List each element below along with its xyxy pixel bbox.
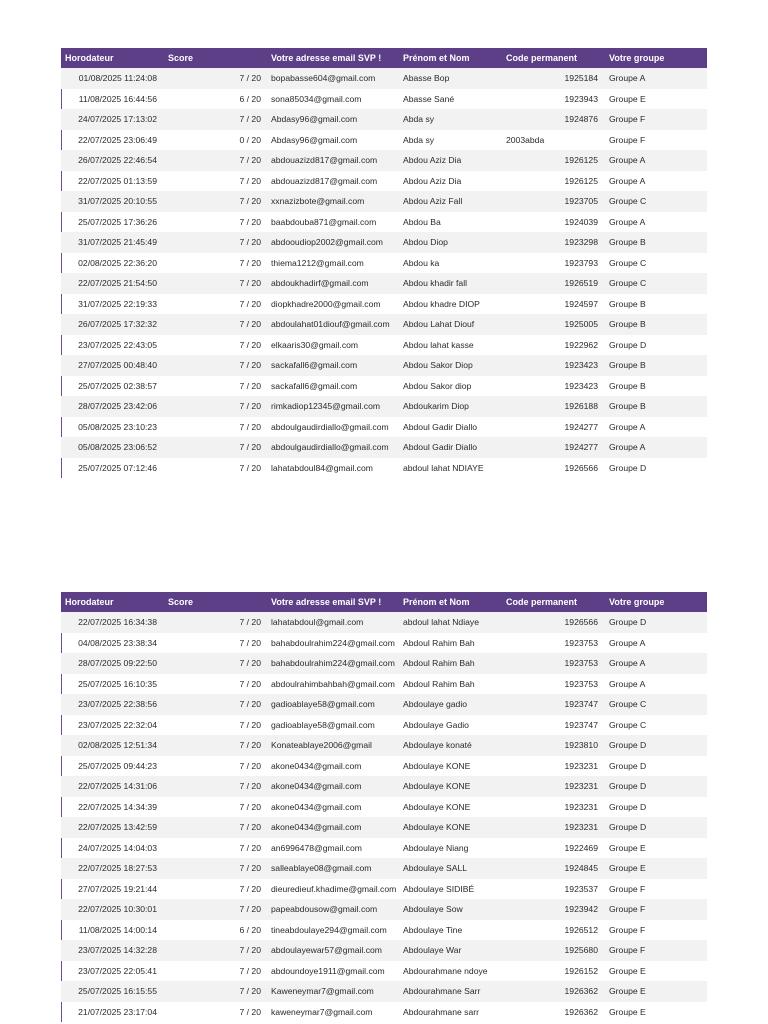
- cell-name: Abdou Aziz Dia: [403, 155, 462, 165]
- cell-score: 7 / 20: [239, 319, 261, 329]
- cell-group: Groupe A: [609, 155, 646, 165]
- cell-email: akone0434@gmail.com: [271, 801, 362, 812]
- cell-score: 7 / 20: [239, 196, 261, 206]
- table-row: [61, 612, 707, 633]
- cell-code: 1926152: [564, 965, 598, 976]
- cell-timestamp: 22/07/2025 21:54:50: [78, 278, 157, 288]
- cell-name: Abda sy: [403, 114, 435, 124]
- cell-score: 7 / 20: [239, 73, 261, 83]
- cell-email: diopkhadre2000@gmail.com: [271, 298, 381, 309]
- table-row: [61, 981, 707, 1002]
- cell-score: 7 / 20: [239, 278, 261, 288]
- header-email: Votre adresse email SVP !: [271, 53, 382, 63]
- cell-timestamp: 22/07/2025 18:27:53: [78, 863, 157, 873]
- cell-timestamp: 25/07/2025 02:38:57: [78, 380, 157, 391]
- table-row: [61, 355, 707, 376]
- cell-group: Groupe A: [609, 175, 646, 186]
- cell-email: papeabdousow@gmail.com: [271, 904, 378, 914]
- table-row: [61, 171, 707, 192]
- cell-group: Groupe B: [609, 401, 646, 411]
- cell-group: Groupe F: [609, 924, 646, 935]
- cell-timestamp: 22/07/2025 14:34:39: [78, 801, 157, 812]
- cell-email: salleablaye08@gmail.com: [271, 863, 372, 873]
- cell-code: 1926188: [564, 401, 598, 411]
- cell-timestamp: 04/08/2025 23:38:34: [78, 637, 157, 648]
- cell-group: Groupe B: [609, 298, 646, 309]
- header-name: Prénom et Nom: [403, 53, 470, 63]
- cell-timestamp: 31/07/2025 22:19:33: [78, 298, 157, 309]
- cell-code: 1922962: [564, 339, 598, 350]
- cell-name: Abdou Sakor diop: [403, 380, 472, 391]
- cell-group: Groupe E: [609, 986, 646, 996]
- table-row: [61, 294, 707, 315]
- cell-email: dieurediеuf.khadime@gmail.com: [271, 883, 397, 894]
- cell-group: Groupe A: [609, 637, 646, 648]
- table-body: [61, 612, 707, 1022]
- cell-group: Groupe A: [609, 658, 646, 668]
- header-email: Votre adresse email SVP !: [271, 597, 382, 607]
- cell-group: Groupe F: [609, 883, 646, 894]
- cell-group: Groupe A: [609, 73, 646, 83]
- cell-name: Abdoulaye Sow: [403, 904, 463, 914]
- cell-score: 7 / 20: [239, 237, 261, 247]
- table-row: [61, 961, 707, 982]
- cell-email: sona85034@gmail.com: [271, 93, 362, 104]
- cell-email: elkaaris30@gmail.com: [271, 339, 359, 350]
- cell-code: 1924845: [564, 863, 598, 873]
- cell-score: 7 / 20: [239, 216, 261, 227]
- cell-email: gadioablaye58@gmail.com: [271, 719, 375, 730]
- cell-code: 1925005: [564, 319, 598, 329]
- cell-code: 1926566: [564, 462, 598, 473]
- cell-score: 7 / 20: [239, 1006, 261, 1017]
- cell-email: bahabdoulrahim224@gmail.com: [271, 637, 395, 648]
- cell-timestamp: 11/08/2025 14:00:14: [78, 924, 157, 935]
- cell-score: 7 / 20: [239, 380, 261, 391]
- cell-timestamp: 21/07/2025 23:17:04: [78, 1006, 157, 1017]
- cell-code: 1923231: [564, 781, 598, 791]
- cell-name: Abdou khadir fall: [403, 278, 468, 288]
- cell-timestamp: 05/08/2025 23:06:52: [78, 442, 157, 452]
- cell-timestamp: 22/07/2025 10:30:01: [78, 904, 157, 914]
- cell-email: thiema1212@gmail.com: [271, 257, 364, 268]
- cell-score: 7 / 20: [239, 945, 261, 955]
- cell-email: abdooudiop2002@gmail.com: [271, 237, 383, 247]
- cell-name: Abdourahmane sarr: [403, 1006, 479, 1017]
- cell-score: 7 / 20: [239, 740, 261, 750]
- cell-timestamp: 28/07/2025 09:22:50: [78, 658, 157, 668]
- cell-timestamp: 22/07/2025 13:42:59: [78, 822, 157, 832]
- cell-timestamp: 28/07/2025 23:42:06: [78, 401, 157, 411]
- cell-group: Groupe E: [609, 1006, 646, 1017]
- cell-email: gadioablaye58@gmail.com: [271, 699, 375, 709]
- cell-score: 7 / 20: [239, 360, 261, 370]
- cell-timestamp: 26/07/2025 22:46:54: [78, 155, 157, 165]
- cell-group: Groupe F: [609, 945, 646, 955]
- cell-code: 1923793: [564, 257, 598, 268]
- cell-name: Abda sy: [403, 134, 435, 145]
- cell-score: 7 / 20: [239, 883, 261, 894]
- cell-code: 1926566: [564, 617, 598, 627]
- cell-name: Abdoulaye gadio: [403, 699, 468, 709]
- cell-email: sackafall6@gmail.com: [271, 360, 358, 370]
- cell-code: 1923423: [564, 380, 598, 391]
- cell-name: Abdou khadre DIOP: [403, 298, 480, 309]
- cell-name: Abdoul Rahim Bah: [403, 637, 475, 648]
- cell-score: 7 / 20: [239, 760, 261, 771]
- header-group: Votre groupe: [609, 53, 665, 63]
- cell-score: 7 / 20: [239, 658, 261, 668]
- cell-name: Abdou Ba: [403, 216, 441, 227]
- table-row: [61, 437, 707, 458]
- table-row: [61, 1002, 707, 1023]
- cell-name: Abdoulaye KONE: [403, 760, 471, 771]
- header-score: Score: [168, 597, 194, 607]
- cell-group: Groupe A: [609, 421, 646, 432]
- cell-timestamp: 22/07/2025 23:06:49: [78, 134, 157, 145]
- table-row: [61, 89, 707, 110]
- cell-timestamp: 25/07/2025 16:15:55: [78, 986, 157, 996]
- cell-email: abdoulrahimbahbah@gmail.com: [271, 678, 395, 689]
- cell-score: 7 / 20: [239, 175, 261, 186]
- cell-email: akone0434@gmail.com: [271, 760, 362, 771]
- cell-name: Abdoulaye KONE: [403, 822, 471, 832]
- cell-code: 1924597: [564, 298, 598, 309]
- responses-table-1: [61, 48, 707, 478]
- cell-timestamp: 05/08/2025 23:10:23: [78, 421, 157, 432]
- cell-timestamp: 22/07/2025 16:34:38: [78, 617, 157, 627]
- cell-name: Abdoulaye KONE: [403, 801, 471, 812]
- table-row: [61, 232, 707, 253]
- cell-group: Groupe A: [609, 678, 646, 689]
- cell-code: 1923423: [564, 360, 598, 370]
- cell-group: Groupe C: [609, 196, 647, 206]
- cell-code: 1924277: [564, 421, 598, 432]
- table-row: [61, 879, 707, 900]
- header-code: Code permanent: [506, 53, 578, 63]
- cell-score: 7 / 20: [239, 257, 261, 268]
- cell-timestamp: 02/08/2025 12:51:34: [78, 740, 157, 750]
- cell-name: Abdoul Gadir Diallo: [403, 421, 478, 432]
- cell-email: akone0434@gmail.com: [271, 781, 362, 791]
- cell-email: Abdasy96@gmail.com: [271, 134, 358, 145]
- table-row: [61, 314, 707, 335]
- cell-timestamp: 23/07/2025 14:32:28: [78, 945, 157, 955]
- table-row: [61, 458, 707, 479]
- cell-timestamp: 22/07/2025 14:31:06: [78, 781, 157, 791]
- cell-score: 7 / 20: [239, 822, 261, 832]
- cell-email: abdoulayewar57@gmail.com: [271, 945, 382, 955]
- cell-name: abdoul lahat Ndiaye: [403, 617, 479, 627]
- cell-timestamp: 23/07/2025 22:43:05: [78, 339, 157, 350]
- cell-code: 1926512: [564, 924, 598, 935]
- cell-name: Abdourahmane ndoye: [403, 965, 488, 976]
- cell-name: Abasse Bop: [403, 73, 450, 83]
- cell-timestamp: 11/08/2025 16:44:56: [78, 93, 157, 104]
- cell-code: 1925184: [564, 73, 598, 83]
- cell-timestamp: 25/07/2025 16:10:35: [78, 678, 157, 689]
- cell-name: Abdou Aziz Dia: [403, 175, 462, 186]
- table-row: [61, 653, 707, 674]
- cell-score: 7 / 20: [239, 781, 261, 791]
- cell-code: 1923298: [564, 237, 598, 247]
- cell-name: Abdou ka: [403, 257, 440, 268]
- cell-group: Groupe B: [609, 360, 646, 370]
- cell-name: Abdou lahat kasse: [403, 339, 474, 350]
- cell-code: 1924277: [564, 442, 598, 452]
- cell-email: bahabdoulrahim224@gmail.com: [271, 658, 395, 668]
- cell-code: 1923231: [564, 801, 598, 812]
- cell-score: 0 / 20: [239, 134, 261, 145]
- cell-group: Groupe B: [609, 237, 646, 247]
- cell-name: Abdou Lahat Diouf: [403, 319, 475, 329]
- cell-name: Abdoulaye Gadio: [403, 719, 469, 730]
- cell-email: abdoulahat01diouf@gmail.com: [271, 319, 390, 329]
- cell-email: Kaweneymar7@gmail.com: [271, 986, 374, 996]
- cell-code: 1923231: [564, 822, 598, 832]
- cell-name: Abdou Sakor Diop: [403, 360, 473, 370]
- cell-score: 7 / 20: [239, 298, 261, 309]
- cell-score: 7 / 20: [239, 801, 261, 812]
- cell-code: 1923810: [564, 740, 598, 750]
- cell-group: Groupe C: [609, 257, 647, 268]
- cell-score: 7 / 20: [239, 842, 261, 853]
- cell-email: akone0434@gmail.com: [271, 822, 362, 832]
- cell-code: 1923943: [564, 93, 598, 104]
- cell-email: bopabasse604@gmail.com: [271, 73, 376, 83]
- table-body: [61, 68, 707, 478]
- header-name: Prénom et Nom: [403, 597, 470, 607]
- cell-score: 7 / 20: [239, 421, 261, 432]
- cell-timestamp: 25/07/2025 09:44:23: [78, 760, 157, 771]
- responses-table-2: [61, 592, 707, 1022]
- cell-code: 1926125: [564, 155, 598, 165]
- cell-group: Groupe D: [609, 760, 647, 771]
- cell-email: baabdouba871@gmail.com: [271, 216, 377, 227]
- header-code: Code permanent: [506, 597, 578, 607]
- table-row: [61, 150, 707, 171]
- cell-group: Groupe D: [609, 462, 647, 473]
- cell-timestamp: 26/07/2025 17:32:32: [78, 319, 157, 329]
- cell-email: abdoulgaudirdiallo@gmail.com: [271, 421, 389, 432]
- cell-name: Abdoulaye KONE: [403, 781, 471, 791]
- cell-name: Abdoulaye War: [403, 945, 462, 955]
- table-header: [61, 592, 707, 612]
- cell-email: abdoukhadirf@gmail.com: [271, 278, 369, 288]
- cell-code: 1923747: [564, 699, 598, 709]
- header-score: Score: [168, 53, 194, 63]
- cell-code: 2003abda: [506, 134, 545, 145]
- cell-name: Abdourahmane Sarr: [403, 986, 481, 996]
- table-row: [61, 68, 707, 89]
- cell-name: Abdoul Rahim Bah: [403, 678, 475, 689]
- cell-group: Groupe A: [609, 442, 646, 452]
- cell-name: Abdoulaye SIDIBÉ: [403, 883, 475, 894]
- cell-group: Groupe A: [609, 216, 646, 227]
- cell-email: xxnazizbote@gmail.com: [271, 196, 365, 206]
- table-row: [61, 253, 707, 274]
- table-header: [61, 48, 707, 68]
- cell-code: 1926362: [564, 1006, 598, 1017]
- cell-name: Abdou Aziz Fall: [403, 196, 463, 206]
- table-row: [61, 335, 707, 356]
- cell-score: 7 / 20: [239, 678, 261, 689]
- cell-name: Abasse Sané: [403, 93, 455, 104]
- cell-timestamp: 02/08/2025 22:36:20: [78, 257, 157, 268]
- cell-group: Groupe F: [609, 904, 646, 914]
- cell-timestamp: 25/07/2025 17:36:26: [78, 216, 157, 227]
- cell-timestamp: 27/07/2025 00:48:40: [78, 360, 157, 370]
- cell-name: Abdoulaye konaté: [403, 740, 472, 750]
- cell-code: 1923753: [564, 658, 598, 668]
- cell-name: Abdoulaye SALL: [403, 863, 468, 873]
- table-row: [61, 920, 707, 941]
- cell-code: 1923753: [564, 678, 598, 689]
- cell-email: Konateablaye2006@gmail: [271, 740, 372, 750]
- table-row: [61, 756, 707, 777]
- cell-score: 7 / 20: [239, 339, 261, 350]
- table-row: [61, 858, 707, 879]
- cell-timestamp: 23/07/2025 22:05:41: [78, 965, 157, 976]
- table-row: [61, 674, 707, 695]
- table-row: [61, 633, 707, 654]
- cell-email: abdouazizd817@gmail.com: [271, 175, 378, 186]
- cell-email: lahatabdoul@gmail.com: [271, 617, 364, 627]
- cell-code: 1923705: [564, 196, 598, 206]
- cell-code: 1923942: [564, 904, 598, 914]
- cell-email: abdoundoye1911@gmail.com: [271, 965, 385, 976]
- cell-group: Groupe D: [609, 801, 647, 812]
- cell-email: sackafall6@gmail.com: [271, 380, 358, 391]
- cell-name: Abdoulaye Niang: [403, 842, 469, 853]
- table-row: [61, 940, 707, 961]
- cell-score: 7 / 20: [239, 965, 261, 976]
- cell-score: 6 / 20: [239, 93, 261, 104]
- table-row: [61, 109, 707, 130]
- cell-score: 7 / 20: [239, 401, 261, 411]
- table-row: [61, 212, 707, 233]
- cell-name: Abdoukarim Diop: [403, 401, 469, 411]
- cell-code: 1923753: [564, 637, 598, 648]
- cell-score: 7 / 20: [239, 699, 261, 709]
- cell-code: 1923537: [564, 883, 598, 894]
- cell-code: 1923231: [564, 760, 598, 771]
- cell-group: Groupe D: [609, 339, 647, 350]
- cell-score: 7 / 20: [239, 904, 261, 914]
- cell-group: Groupe C: [609, 719, 647, 730]
- header-group: Votre groupe: [609, 597, 665, 607]
- cell-name: Abdoul Gadir Diallo: [403, 442, 478, 452]
- table-row: [61, 273, 707, 294]
- cell-name: Abdoulaye Tine: [403, 924, 463, 935]
- table-row: [61, 776, 707, 797]
- table-row: [61, 694, 707, 715]
- cell-code: 1924876: [564, 114, 598, 124]
- cell-name: Abdou Diop: [403, 237, 448, 247]
- cell-name: Abdoul Rahim Bah: [403, 658, 475, 668]
- cell-email: kaweneymar7@gmail.com: [271, 1006, 373, 1017]
- cell-code: 1924039: [564, 216, 598, 227]
- header-horodateur: Horodateur: [65, 53, 114, 63]
- cell-group: Groupe C: [609, 278, 647, 288]
- table-row: [61, 130, 707, 151]
- cell-score: 7 / 20: [239, 863, 261, 873]
- cell-email: abdouazizd817@gmail.com: [271, 155, 378, 165]
- cell-group: Groupe D: [609, 740, 647, 750]
- cell-group: Groupe D: [609, 617, 647, 627]
- table-row: [61, 376, 707, 397]
- table-row: [61, 735, 707, 756]
- cell-code: 1922469: [564, 842, 598, 853]
- cell-code: 1925680: [564, 945, 598, 955]
- cell-group: Groupe F: [609, 134, 646, 145]
- cell-code: 1926362: [564, 986, 598, 996]
- cell-group: Groupe F: [609, 114, 646, 124]
- header-horodateur: Horodateur: [65, 597, 114, 607]
- table-row: [61, 191, 707, 212]
- table-row: [61, 838, 707, 859]
- cell-code: 1926519: [564, 278, 598, 288]
- cell-group: Groupe E: [609, 93, 646, 104]
- cell-timestamp: 31/07/2025 20:10:55: [78, 196, 157, 206]
- table-row: [61, 817, 707, 838]
- cell-name: abdoul lahat NDIAYE: [403, 462, 484, 473]
- cell-group: Groupe E: [609, 842, 646, 853]
- cell-score: 7 / 20: [239, 719, 261, 730]
- cell-group: Groupe C: [609, 699, 647, 709]
- cell-group: Groupe B: [609, 319, 646, 329]
- table-row: [61, 797, 707, 818]
- cell-group: Groupe E: [609, 863, 646, 873]
- cell-group: Groupe E: [609, 965, 646, 976]
- cell-timestamp: 23/07/2025 22:32:04: [78, 719, 157, 730]
- cell-timestamp: 27/07/2025 19:21:44: [78, 883, 157, 894]
- table-row: [61, 715, 707, 736]
- cell-group: Groupe D: [609, 822, 647, 832]
- cell-timestamp: 22/07/2025 01:13:59: [78, 175, 157, 186]
- table-row: [61, 396, 707, 417]
- cell-timestamp: 24/07/2025 17:13:02: [78, 114, 157, 124]
- table-row: [61, 899, 707, 920]
- cell-timestamp: 31/07/2025 21:45:49: [78, 237, 157, 247]
- cell-email: lahatabdoul84@gmail.com: [271, 462, 373, 473]
- cell-timestamp: 25/07/2025 07:12:46: [78, 462, 157, 473]
- cell-code: 1926125: [564, 175, 598, 186]
- cell-score: 7 / 20: [239, 114, 261, 124]
- cell-score: 7 / 20: [239, 617, 261, 627]
- cell-code: 1923747: [564, 719, 598, 730]
- cell-group: Groupe D: [609, 781, 647, 791]
- cell-email: Abdasy96@gmail.com: [271, 114, 358, 124]
- cell-score: 7 / 20: [239, 442, 261, 452]
- cell-score: 7 / 20: [239, 155, 261, 165]
- cell-email: abdoulgaudirdiallo@gmail.com: [271, 442, 389, 452]
- cell-timestamp: 23/07/2025 22:38:56: [78, 699, 157, 709]
- cell-timestamp: 24/07/2025 14:04:03: [78, 842, 157, 853]
- cell-score: 6 / 20: [239, 924, 261, 935]
- table-row: [61, 417, 707, 438]
- cell-score: 7 / 20: [239, 462, 261, 473]
- cell-group: Groupe B: [609, 380, 646, 391]
- cell-email: an6996478@gmail.com: [271, 842, 362, 853]
- cell-score: 7 / 20: [239, 637, 261, 648]
- cell-email: rimkadiop12345@gmail.com: [271, 401, 381, 411]
- cell-score: 7 / 20: [239, 986, 261, 996]
- cell-email: tineabdoulaye294@gmail.com: [271, 924, 387, 935]
- cell-timestamp: 01/08/2025 11:24:08: [78, 73, 157, 83]
